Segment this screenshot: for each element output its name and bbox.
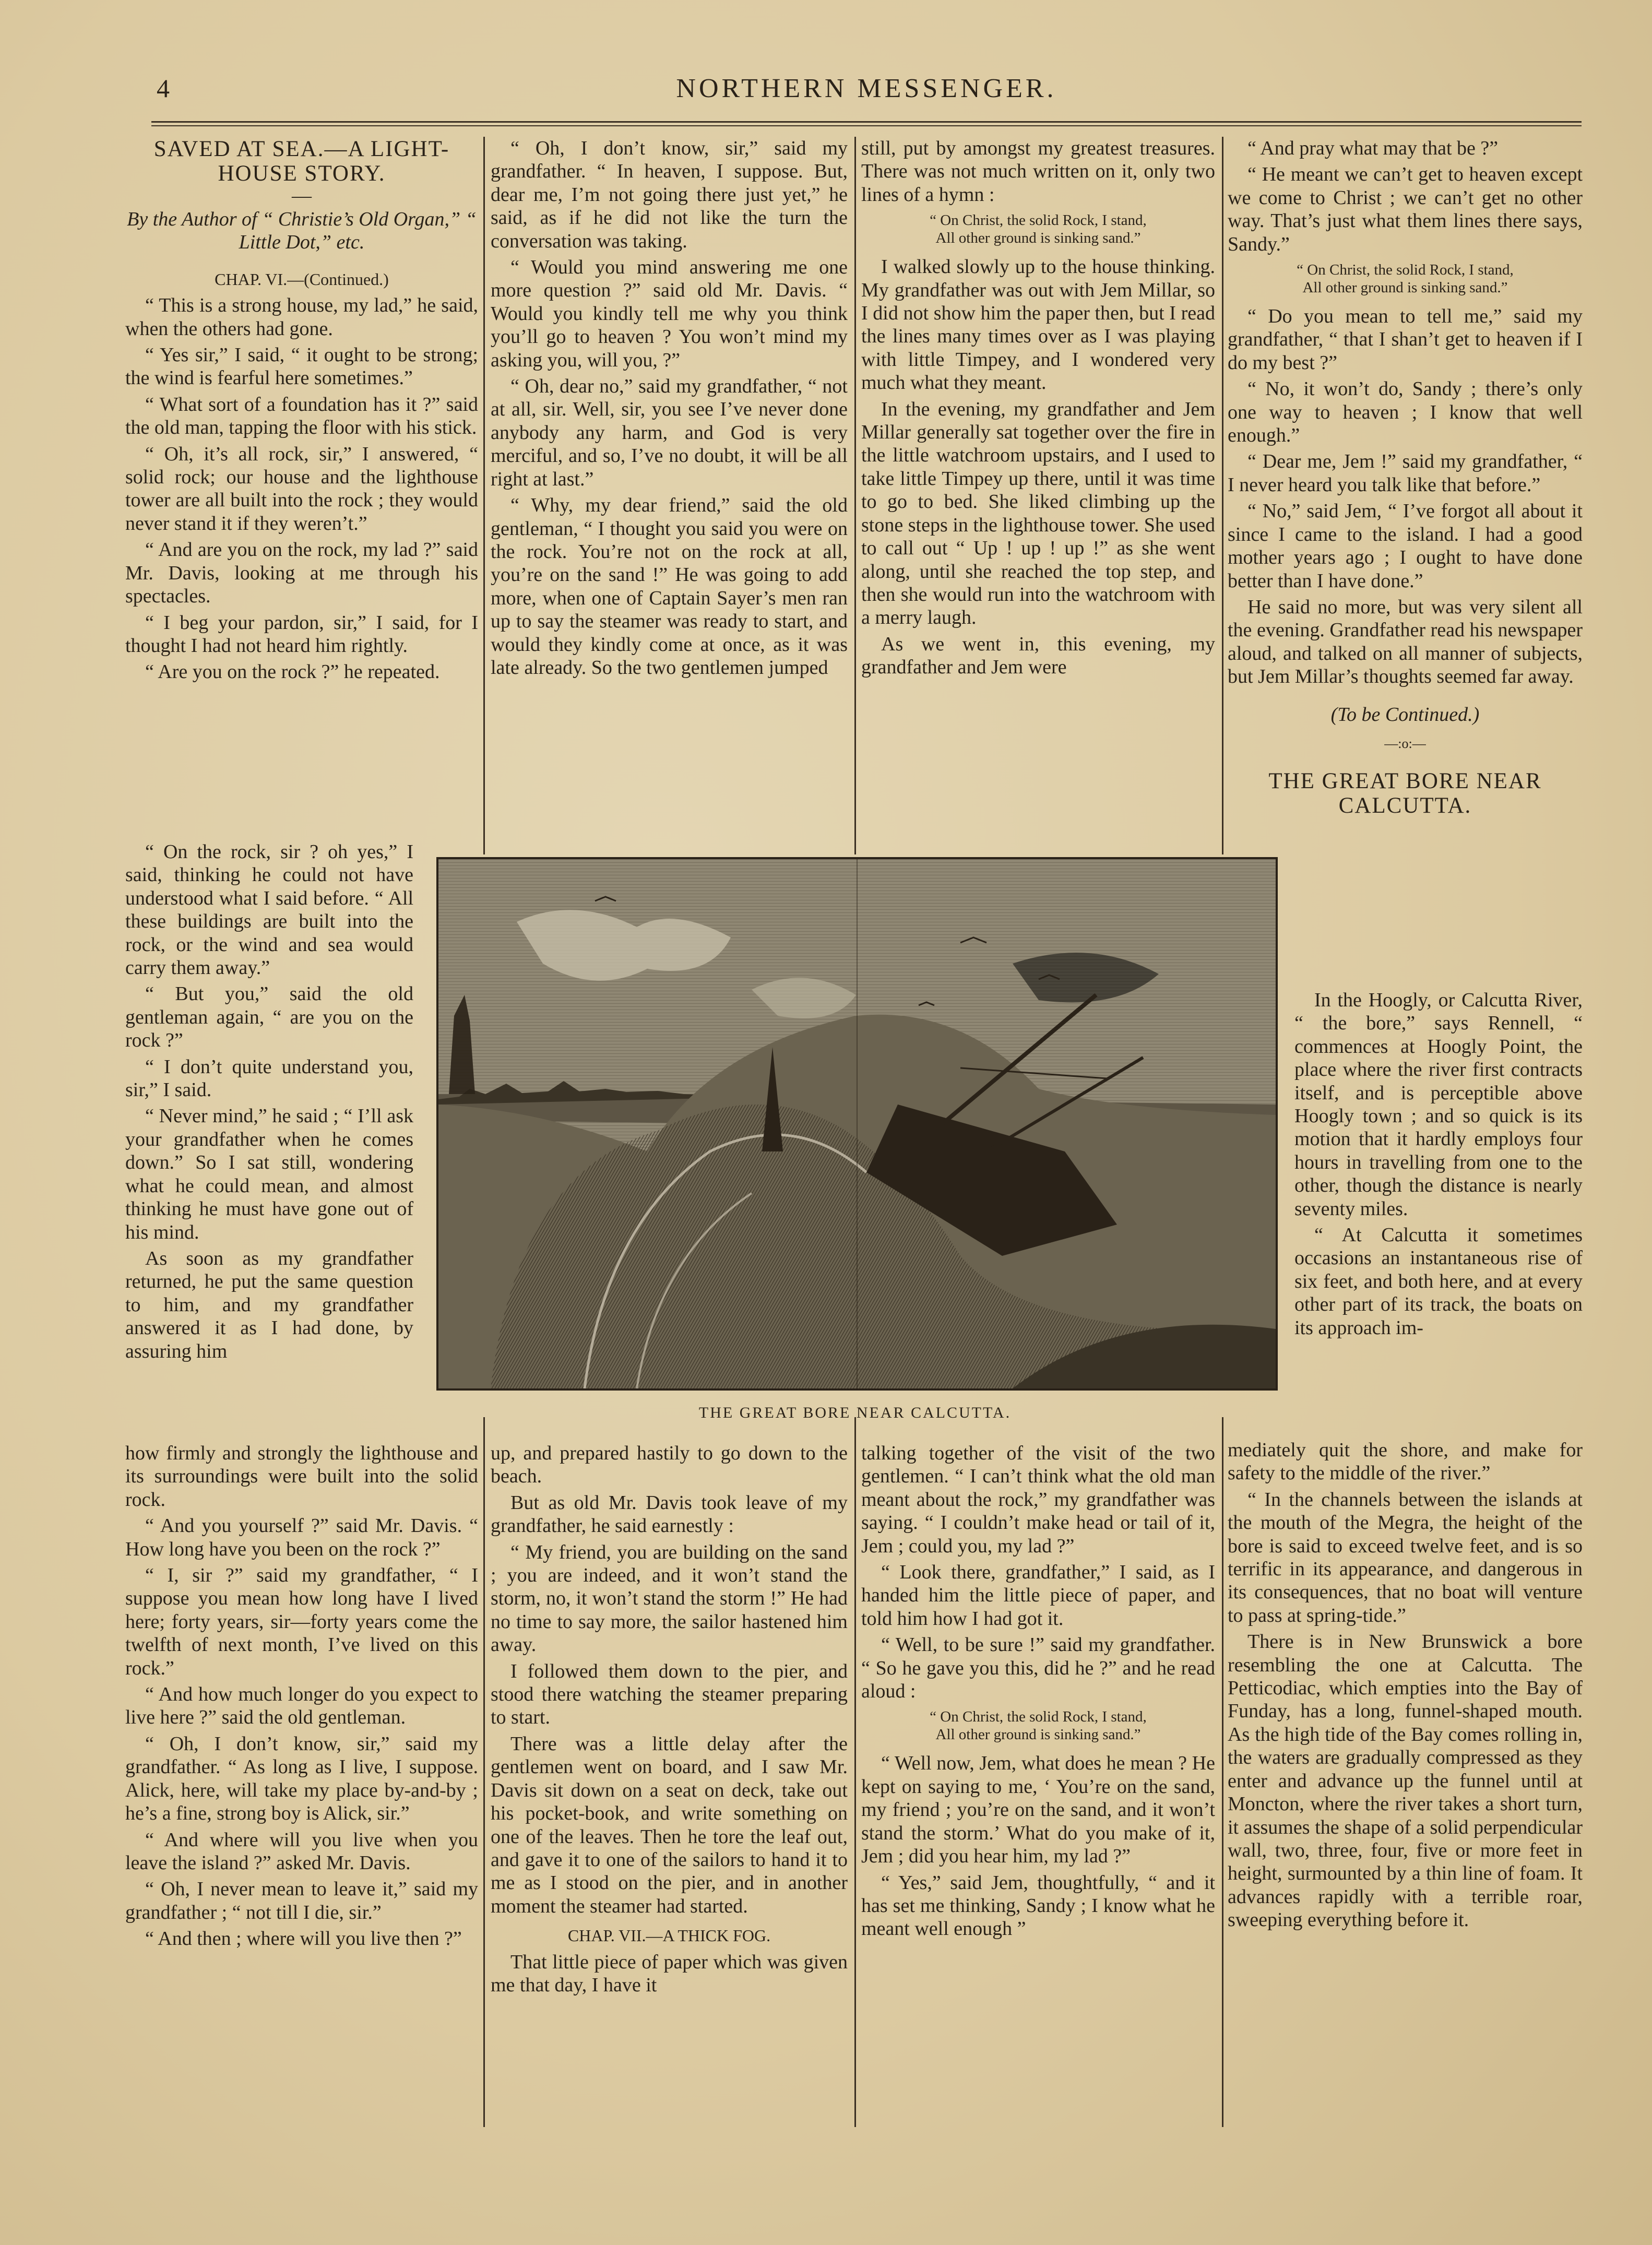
hymn-line: All other ground is sinking sand.”	[1302, 279, 1508, 296]
masthead-title: NORTHERN MESSENGER.	[676, 74, 1057, 103]
paragraph: “ At Calcutta it sometimes occasions an instantaneous rise of six feet, and both here, and at every other part of its track, the boats on its approach im-	[1294, 1224, 1583, 1339]
hymn-line: All other ground is sinking sand.”	[935, 1726, 1141, 1743]
column-rule-3-top	[1222, 137, 1223, 854]
paragraph: In the Hoogly, or Calcutta River, “ the bore,” says Rennell, “ commences at Hoogly Point, the place where the river first contracts itself, and is perceptible above Hoogly town ; and so quick is its motion that it hardly employs four hours in travelling from one to the other, though the distance is nearly seventy miles.	[1294, 989, 1583, 1220]
paragraph: I followed them down to the pier, and stood there watching the steamer preparing to start.	[491, 1660, 848, 1729]
paragraph: “ He meant we can’t get to heaven except we come to Christ ; we can’t get no other way. That’s just what them lines there says, Sandy.”	[1228, 163, 1583, 255]
story-title: SAVED AT SEA.—A LIGHT-HOUSE STORY.	[153, 137, 450, 186]
story-byline: By the Author of “ Christie’s Old Organ,” “ Little Dot,” etc.	[127, 208, 477, 254]
column-3-bottom	[861, 1442, 1215, 1944]
paragraph: There is in New Brunswick a bore resembling the one at Calcutta. The Petticodiac, which empties into the Bay of Funday, has a long, funnel-shaped mouth. As the high tide of the Bay comes rolling in, the waters are gradually compressed as they enter and advance up the funnel until at Moncton, where the river takes a short turn, it assumes the shape of a solid perpendicular wall, two, three, four, five or more feet in height, surmounted by a thin line of foam. It advances rapidly with a terrible roar, sweeping everything before it.	[1228, 1631, 1583, 1931]
paragraph: “ In the channels between the islands at the mouth of the Megra, the height of the bore is said to exceed twelve feet, and is so terrific in its appearance, and dangerous in its consequences, that no boat will venture to pass at spring-tide.”	[1228, 1488, 1583, 1626]
paragraph: He said no more, but was very silent all the evening. Grandfather read his newspaper aloud, and talked on all manner of subjects, but Jem Millar’s thoughts seemed far away.	[1228, 596, 1583, 688]
column-4-narrow	[1294, 989, 1583, 1343]
paragraph: “ Do you mean to tell me,” said my grandfather, “ that I shan’t get to heaven if I do my best ?”	[1228, 305, 1583, 374]
column-1-bottom	[125, 1442, 478, 1954]
paragraph: “ And how much longer do you expect to live here ?” said the old gentleman.	[125, 1683, 478, 1729]
paragraph: “ No,” said Jem, “ I’ve forgot all about it since I came to the island. I had a good mother years ago ; I ought to have done better than I have done.”	[1228, 500, 1583, 592]
paragraph: “ And are you on the rock, my lad ?” said Mr. Davis, looking at me through his spectacles.	[125, 539, 478, 608]
hymn-line: “ On Christ, the solid Rock, I stand,	[930, 212, 1147, 229]
paragraph: “ Well now, Jem, what does he mean ? He kept on saying to me, ‘ You’re on the sand, my friend ; you’re on the sand, and it won’t stand the storm.’ What do you make of it, Jem ; did you hear him, my lad ?”	[861, 1752, 1215, 1868]
paragraph: “ And where will you live when you leave the island ?” asked Mr. Davis.	[125, 1828, 478, 1874]
chapter-heading: CHAP. VII.—A THICK FOG.	[567, 1926, 771, 1945]
paragraph: I walked slowly up to the house thinking. My grandfather was out with Jem Millar, so I did not show him the paper then, but I read the lines many times over as I was playing with little Timpey, and I wondered very much what they meant.	[861, 256, 1215, 394]
paragraph: “ Oh, I never mean to leave it,” said my grandfather ; “ not till I die, sir.”	[125, 1878, 478, 1923]
hymn-quote	[861, 211, 1215, 247]
column-1-narrow	[125, 840, 413, 1366]
column-1-top	[125, 137, 478, 687]
paragraph: “ Yes,” said Jem, thoughtfully, “ and it has set me thinking, Sandy ; I know what he meant well enough ”	[861, 1871, 1215, 1940]
paragraph: “ Oh, dear no,” said my grandfather, “ not at all, sir. Well, sir, you see I’ve never done anybody any harm, and God is very merciful, and so, I’ve no doubt, it will be all right at last.”	[491, 375, 848, 490]
column-rule-1-top	[483, 137, 485, 854]
paragraph: As we went in, this evening, my grandfather and Jem were	[861, 633, 1215, 679]
paragraph: “ Oh, it’s all rock, sir,” I answered, “ solid rock; our house and the lighthouse tower are all built into the rock ; they would never stand it if they weren’t.”	[125, 443, 478, 534]
paragraph: “ Well, to be sure !” said my grandfather. “ So he gave you this, did he ?” and he read aloud :	[861, 1634, 1215, 1703]
paragraph: “ But you,” said the old gentleman again, “ are you on the rock ?”	[125, 983, 413, 1052]
paragraph: up, and prepared hastily to go down to the beach.	[491, 1442, 848, 1488]
paragraph: “ Yes sir,” I said, “ it ought to be strong; the wind is fearful here sometimes.”	[125, 344, 478, 389]
paragraph: As soon as my grandfather returned, he put the same question to him, and my grandfather answered it as I had done, by assuring him	[125, 1247, 413, 1362]
engraving-illustration	[436, 857, 1278, 1391]
paragraph: “ Look there, grandfather,” I said, as I handed him the little piece of paper, and told him how I had got it.	[861, 1561, 1215, 1630]
column-2-top	[491, 137, 848, 682]
paragraph: “ I beg your pardon, sir,” I said, for I thought I had not heard him rightly.	[125, 611, 478, 657]
chapter-heading: CHAP. VI.—(Continued.)	[215, 269, 389, 289]
paragraph: how firmly and strongly the lighthouse and its surroundings were built into the solid rock.	[125, 1442, 478, 1511]
page-number: 4	[157, 74, 170, 103]
column-2-bottom	[491, 1442, 848, 2000]
paragraph: In the evening, my grandfather and Jem Millar generally sat together over the fire in the little watchroom upstairs, and I used to take little Timpey up there, until it was time to go to bed. She liked climbing up the stone steps in the lighthouse tower. She used to call out “ Up ! up ! up !” as she went along, until she reached the top step, and then she would run into the watchroom with a merry laugh.	[861, 398, 1215, 629]
paragraph: “ This is a strong house, my lad,” he said, when the others had gone.	[125, 294, 478, 340]
paragraph: “ I don’t quite understand you, sir,” I said.	[125, 1055, 413, 1101]
article-title: THE GREAT BORE NEAR CALCUTTA.	[1268, 769, 1542, 818]
paragraph: still, put by amongst my greatest treasures. There was not much written on it, only two lines of a hymn :	[861, 137, 1215, 206]
paragraph: But as old Mr. Davis took leave of my grandfather, he said earnestly :	[491, 1491, 848, 1537]
hymn-line: All other ground is sinking sand.”	[935, 230, 1141, 247]
column-3-top	[861, 137, 1215, 682]
paragraph: “ Never mind,” he said ; “ I’ll ask your grandfather when he comes down.” So I sat still, wondering what he could mean, and almost thinking he must have gone out of his mind.	[125, 1105, 413, 1243]
hymn-line: “ On Christ, the solid Rock, I stand,	[1297, 262, 1514, 279]
paragraph: “ Oh, I don’t know, sir,” said my grandfather. “ In heaven, I suppose. But, dear me, I’m not going there just yet,” he said, as if he did not like the turn the conversation was taking.	[491, 137, 848, 252]
header-rule-thin	[151, 125, 1582, 126]
paragraph: “ Dear me, Jem !” said my grandfather, “ I never heard you talk like that before.”	[1228, 450, 1583, 496]
paragraph: “ Why, my dear friend,” said the old gentleman, “ I thought you said you were on the rock. You’re not on the rock at all, you’re on the sand !” He was going to add more, when one of Captain Sayer’s men ran up to say the steamer was ready to start, and would they kindly come at once, as it was late already. So the two gentlemen jumped	[491, 494, 848, 679]
column-4-top	[1228, 137, 1583, 820]
column-rule-2-top	[854, 137, 856, 854]
column-rule-3-bottom	[1222, 1417, 1223, 2127]
paragraph: “ On the rock, sir ? oh yes,” I said, thinking he could not have understood what I said before. “ All these buildings are built into the rock, or the wind and sea would carry them away.”	[125, 841, 413, 979]
hymn-quote	[1228, 261, 1583, 296]
hymn-line: “ On Christ, the solid Rock, I stand,	[930, 1708, 1147, 1726]
paragraph: “ Are you on the rock ?” he repeated.	[145, 661, 440, 683]
paragraph: “ Would you mind answering me one more question ?” said old Mr. Davis. “ Would you kindly tell me why you think you’ll go to heaven ? You won’t mind my asking you, will you, ?”	[491, 256, 848, 371]
header-rule	[151, 121, 1582, 123]
paragraph: There was a little delay after the gentlemen went on board, and I saw Mr. Davis sit down on a seat on deck, take out his pocket-book, and write something on one of the leaves. Then he tore the leaf out, and gave it to one of the sailors to hand it to me as I stood on the pier, and in another moment the steamer had started.	[491, 1732, 848, 1917]
paragraph: “ Oh, I don’t know, sir,” said my grandfather. “ As long as I live, I suppose. Alick, here, will take my place by-and-by ; he’s a fine, strong boy is Alick, sir.”	[125, 1732, 478, 1825]
paragraph: “ And pray what may that be ?”	[1247, 137, 1499, 159]
column-rule-1-bottom	[483, 1417, 485, 2127]
column-4-bottom	[1228, 1439, 1583, 1935]
hymn-quote	[861, 1708, 1215, 1743]
illustration-caption: THE GREAT BORE NEAR CALCUTTA.	[698, 1404, 1012, 1421]
bore-wave-engraving	[438, 859, 1276, 1388]
paragraph: mediately quit the shore, and make for safety to the middle of the river.”	[1228, 1439, 1583, 1484]
paragraph: That little piece of paper which was given me that day, I have it	[491, 1951, 848, 1996]
paragraph: “ No, it won’t do, Sandy ; there’s only one way to heaven ; I know that well enough.”	[1228, 378, 1583, 447]
page-header	[151, 73, 1582, 104]
column-rule-2-bottom	[854, 1417, 856, 2127]
paragraph: “ What sort of a foundation has it ?” said the old man, tapping the floor with his stick.	[125, 393, 478, 439]
paragraph: talking together of the visit of the two gentlemen. “ I can’t think what the old man meant about the rock,” my grandfather was saying. “ I couldn’t make head or tail of it, Jem ; could you, my lad ?”	[861, 1442, 1215, 1557]
paragraph: “ And you yourself ?” said Mr. Davis. “ How long have you been on the rock ?”	[125, 1515, 478, 1560]
section-separator: —:o:—	[1384, 735, 1426, 751]
title-dash: —	[292, 185, 312, 207]
paragraph: “ My friend, you are building on the sand ; you are indeed, and it won’t stand the storm, no, it won’t stand the storm !” He had no time to say more, the sailor hastened him away.	[491, 1541, 848, 1656]
paragraph: “ I, sir ?” said my grandfather, “ I suppose you mean how long have I lived here; forty years, sir—forty years come the twelfth of next month, I’ve lived on this rock.”	[125, 1564, 478, 1679]
paragraph: “ And then ; where will you live then ?”	[145, 1928, 462, 1950]
to-be-continued: (To be Continued.)	[1330, 703, 1480, 726]
